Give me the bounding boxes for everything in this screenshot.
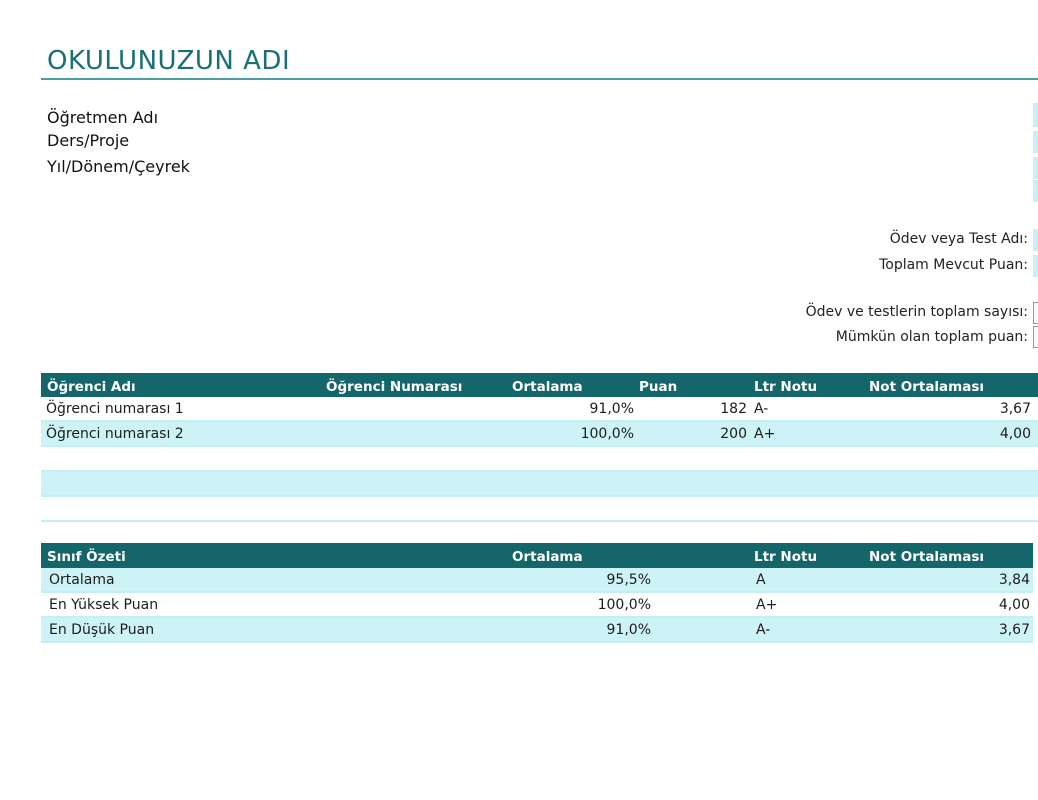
assignment-count-label: Ödev ve testlerin toplam sayısı: xyxy=(805,304,1028,320)
students-table-header xyxy=(41,373,1038,397)
teacher-name-cell[interactable] xyxy=(1033,103,1038,127)
summary-row[interactable] xyxy=(41,568,1033,593)
term-cell-extra[interactable] xyxy=(1033,180,1038,202)
summary-label-cell[interactable]: Ortalama xyxy=(49,572,115,588)
header-summary-letter[interactable]: Ltr Notu xyxy=(754,549,818,565)
summary-letter-cell[interactable]: A xyxy=(756,572,766,588)
header-student-number[interactable]: Öğrenci Numarası xyxy=(326,379,463,395)
header-gpa[interactable]: Not Ortalaması xyxy=(869,379,985,395)
summary-average-cell[interactable]: 91,0% xyxy=(606,622,651,638)
total-points-label: Toplam Mevcut Puan: xyxy=(879,257,1028,273)
table-row-empty[interactable] xyxy=(41,447,1038,472)
summary-average-cell[interactable]: 95,5% xyxy=(606,572,651,588)
student-average-cell[interactable]: 91,0% xyxy=(589,401,634,417)
school-name-title[interactable]: OKULUNUZUN ADI xyxy=(47,46,291,76)
student-points-cell[interactable]: 200 xyxy=(720,426,747,442)
header-points[interactable]: Puan xyxy=(639,379,678,395)
table-row-empty[interactable] xyxy=(41,472,1038,497)
header-letter-grade[interactable]: Ltr Notu xyxy=(754,379,818,395)
possible-points-label: Mümkün olan toplam puan: xyxy=(835,329,1028,345)
title-divider xyxy=(41,78,1038,80)
student-points-cell[interactable]: 182 xyxy=(720,401,747,417)
table-row-empty[interactable] xyxy=(41,497,1038,522)
summary-gpa-cell[interactable]: 3,84 xyxy=(998,572,1030,588)
student-name-cell[interactable]: Öğrenci numarası 1 xyxy=(46,401,184,417)
term-cell[interactable] xyxy=(1033,157,1038,179)
teacher-name-label[interactable]: Öğretmen Adı xyxy=(47,108,159,127)
students-table xyxy=(41,373,1038,522)
summary-row[interactable] xyxy=(41,618,1033,643)
student-name-cell[interactable]: Öğrenci numarası 2 xyxy=(46,426,184,442)
summary-table-header xyxy=(41,543,1033,568)
summary-gpa-cell[interactable]: 4,00 xyxy=(998,597,1030,613)
table-row[interactable] xyxy=(41,422,1038,447)
total-points-cell[interactable] xyxy=(1033,255,1038,277)
student-gpa-cell[interactable]: 4,00 xyxy=(999,426,1031,442)
possible-points-cell[interactable] xyxy=(1033,326,1038,348)
header-summary-average[interactable]: Ortalama xyxy=(512,549,583,565)
summary-gpa-cell[interactable]: 3,67 xyxy=(998,622,1030,638)
header-student-name[interactable]: Öğrenci Adı xyxy=(47,379,136,395)
class-summary-table xyxy=(41,543,1033,643)
summary-letter-cell[interactable]: A+ xyxy=(756,597,778,613)
header-average[interactable]: Ortalama xyxy=(512,379,583,395)
summary-letter-cell[interactable]: A- xyxy=(756,622,771,638)
assignment-name-cell[interactable] xyxy=(1033,229,1038,251)
term-label[interactable]: Yıl/Dönem/Çeyrek xyxy=(47,157,190,176)
table-row[interactable] xyxy=(41,397,1038,422)
summary-label-cell[interactable]: En Yüksek Puan xyxy=(49,597,159,613)
student-letter-cell[interactable]: A- xyxy=(754,401,769,417)
student-average-cell[interactable]: 100,0% xyxy=(580,426,634,442)
course-project-label[interactable]: Ders/Proje xyxy=(47,131,130,150)
header-class-summary[interactable]: Sınıf Özeti xyxy=(47,549,126,565)
assignment-name-label: Ödev veya Test Adı: xyxy=(889,231,1028,247)
summary-average-cell[interactable]: 100,0% xyxy=(597,597,651,613)
summary-row[interactable] xyxy=(41,593,1033,618)
header-summary-gpa[interactable]: Not Ortalaması xyxy=(869,549,985,565)
student-gpa-cell[interactable]: 3,67 xyxy=(999,401,1031,417)
summary-label-cell[interactable]: En Düşük Puan xyxy=(49,622,155,638)
course-project-cell[interactable] xyxy=(1033,131,1038,153)
student-letter-cell[interactable]: A+ xyxy=(754,426,776,442)
assignment-count-cell[interactable] xyxy=(1033,302,1038,324)
